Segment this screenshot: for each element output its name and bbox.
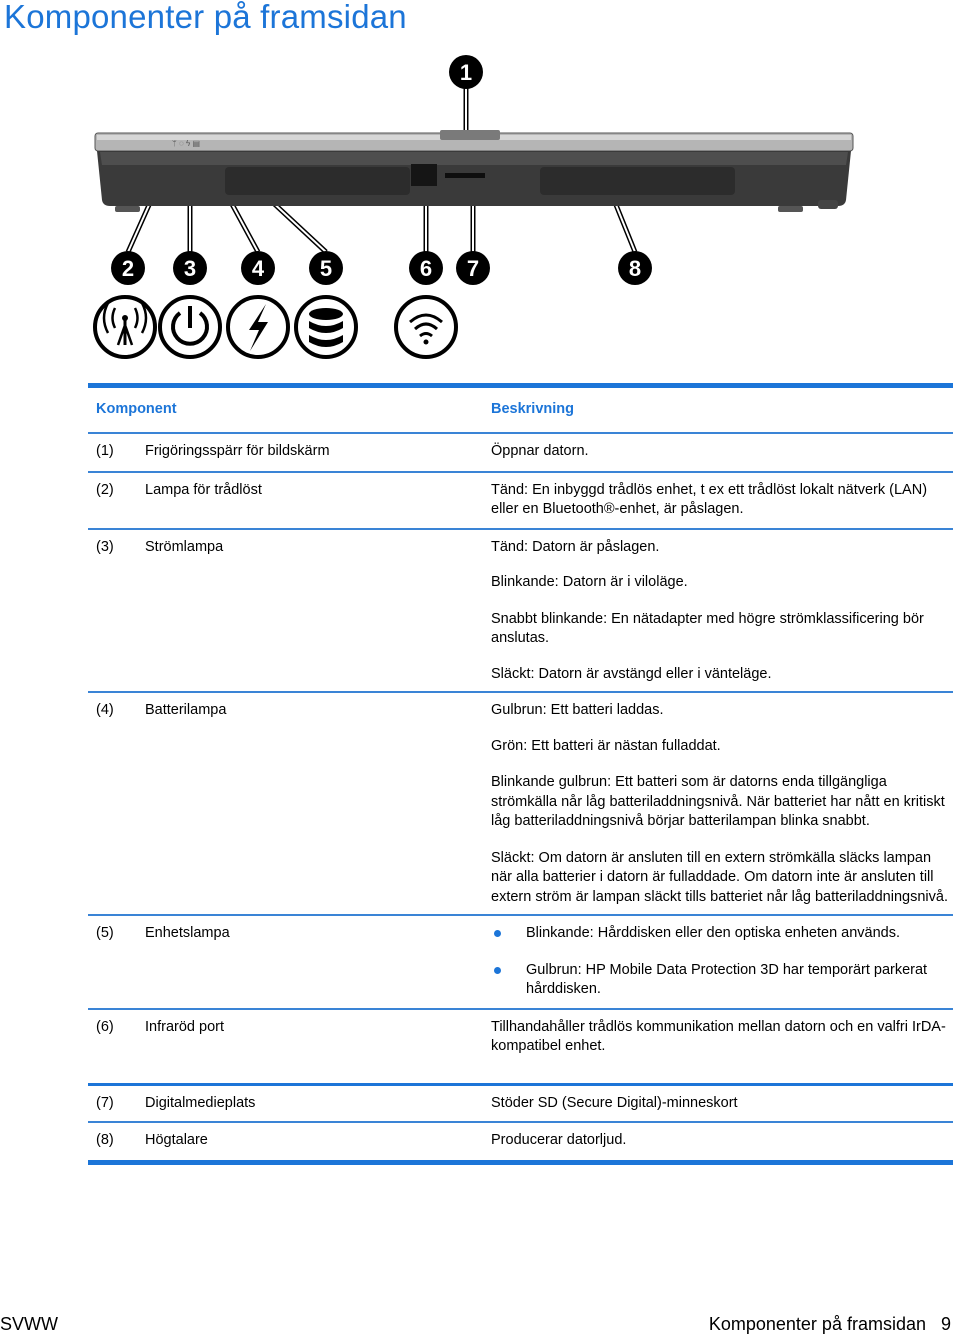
callout-1 — [449, 55, 483, 89]
list-item: Gulbrun: HP Mobile Data Protection 3D har temporärt parkerat hårddisken. — [491, 961, 953, 1000]
footer-left: SVWW — [0, 1314, 58, 1334]
infrared-wireless-icon — [396, 297, 456, 357]
table-row: (2) Lampa för trådlöst Tänd: En inbyggd trådlös enhet, t ex ett trådlöst lokalt nätverk (LAN) eller en Bluetooth®-enhet, är påslagen. — [96, 481, 928, 517]
battery-icon — [228, 297, 288, 357]
list-item: Blinkande: Hårddisken eller den optiska enheten används. — [491, 924, 953, 944]
header-description: Beskrivning — [491, 401, 574, 418]
drive-icon — [296, 297, 356, 357]
footer-right: Komponenter på framsidan 9 — [708, 1314, 951, 1334]
wireless-icon — [95, 297, 155, 357]
table-row: (3) Strömlampa Tänd: Datorn är påslagen. Blinkande: Datorn är i viloläge. Snabbt blinkande: En nätadapter med högre strömklassificering bör anslutas. Släckt: Datorn är avstängd eller i vänteläge. — [96, 538, 924, 682]
svg-text:1: 1 — [459, 60, 473, 85]
callout-7 — [456, 251, 490, 285]
table-row: (6) Infraröd port Tillhandahåller trådlös kommunikation mellan datorn och en valfri IrDA-kompatibel enhet. — [96, 1018, 946, 1054]
power-icon — [160, 297, 220, 357]
callout-4 — [241, 251, 275, 285]
svg-text:4: 4 — [251, 256, 265, 281]
table-row: (1) Frigöringsspärr för bildskärm Öppnar datorn. — [96, 443, 589, 459]
callout-2 — [111, 251, 145, 285]
table-header — [88, 388, 953, 432]
header-component: Komponent — [96, 401, 177, 418]
callout-3 — [173, 251, 207, 285]
callout-6 — [409, 251, 443, 285]
callout-8 — [618, 251, 652, 285]
svg-text:2: 2 — [121, 256, 135, 281]
table-row: (5) Enhetslampa Blinkande: Hårddisken eller den optiska enheten används. Gulbrun: HP Mobile Data Protection 3D har temporärt parkerat hårddisken. — [88, 916, 953, 1008]
callout-5 — [309, 251, 343, 285]
table-row: (7) Digitalmedieplats Stöder SD (Secure Digital)-minneskort — [96, 1094, 738, 1111]
svg-text:5: 5 — [319, 256, 333, 281]
laptop-body — [95, 130, 853, 212]
svg-text:7: 7 — [466, 256, 480, 281]
components-table — [88, 383, 953, 1165]
page-title: Komponenter på framsidan — [4, 0, 407, 35]
table-row: (4) Batterilampa Gulbrun: Ett batteri laddas. Grön: Ett batteri är nästan fulladdat. Blinkande gulbrun: Ett batteri som är datorns enda tillgängliga strömkälla når låg batteriladdningsnivå. När batteriet har nått en kritiskt låg batteriladdningsnivå börjar batterilampan blinka snabbt. Släckt: Om datorn är ansluten till en extern strömkälla släcks lampan när alla batterier i datorn är fulladdade. Om datorn inte är ansluten till extern ström är lampan släckt tills batteriet når låg batteriladdningsnivå. — [96, 702, 948, 905]
svg-text:3: 3 — [183, 256, 197, 281]
svg-text:6: 6 — [419, 256, 433, 281]
svg-text:ᛘ ◌ ϟ ▤: ᛘ ◌ ϟ ▤ — [172, 139, 201, 148]
table-row: (8) Högtalare Producerar datorljud. — [96, 1132, 627, 1148]
laptop-front-figure — [0, 40, 960, 370]
svg-text:8: 8 — [628, 256, 642, 281]
